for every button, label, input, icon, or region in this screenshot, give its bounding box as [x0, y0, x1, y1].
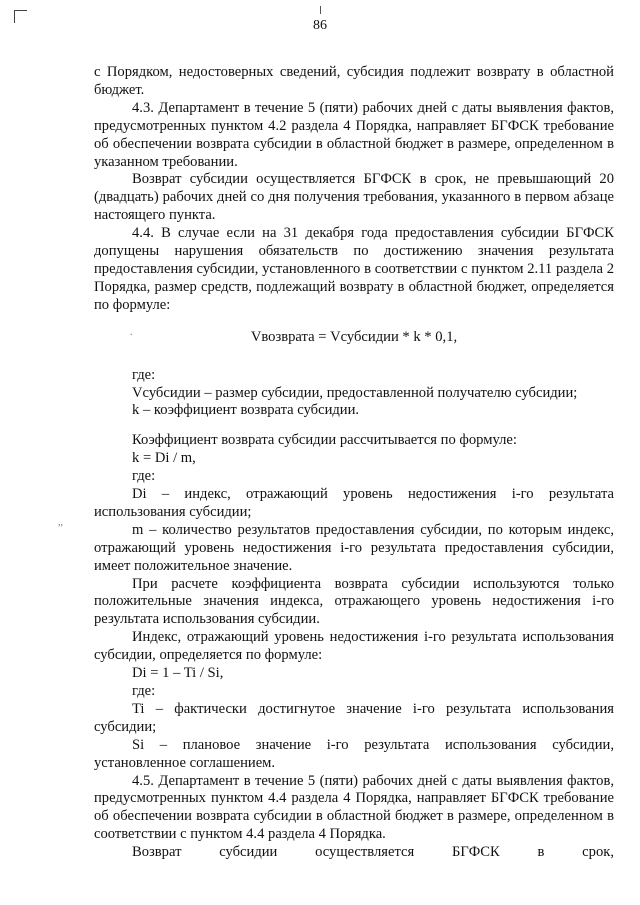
definition-si: Si – плановое значение i-го результата использования субсидии, установленное соглашением. [94, 736, 614, 771]
paragraph-index-intro: Индекс, отражающий уровень недостижения i-го результата использования субсидии, определяется по формуле: [94, 629, 614, 664]
paragraph-continuation: с Порядком, недостоверных сведений, субсидия подлежит возврату в областной бюджет. [94, 64, 614, 98]
paragraph-refund-term-2: Возврат субсидии осуществляется БГФСК в срок, [132, 844, 614, 861]
definition-ti: Ti – фактически достигнутое значение i-го результата использования субсидии; [94, 700, 614, 735]
definition-m: m – количество результатов предоставления субсидии, по которым индекс, отражающий уровень недостижения i-го результата предоставления субсидии, имеет положительное значение. [94, 521, 614, 574]
where-label-2: где: [132, 468, 156, 485]
scan-tick-mark [320, 6, 321, 14]
where-label: где: [132, 366, 156, 383]
paragraph-4-3: 4.3. Департамент в течение 5 (пяти) рабочих дней с даты выявления фактов, предусмотренных пунктом 4.2 раздела 4 Порядка, направляет БГФСК требование об обеспечении возврата субсидии в областной бюджет в размере, определенном в указанном требовании. [94, 99, 614, 170]
document-body [94, 64, 614, 862]
formula-di: Di = 1 – Ti / Si, [132, 665, 224, 682]
formula-k: k = Di / m, [132, 450, 196, 467]
paragraph-4-5: 4.5. Департамент в течение 5 (пяти) рабочих дней с даты выявления фактов, предусмотренных пунктом 4.4 раздела 4 Порядка, направляет БГФСК требование об обеспечении возврата субсидии в областной бюджет в размере, определенном в соответствии с пунктом 4.4 раздела 4 Порядка. [94, 772, 614, 843]
paragraph-refund-term: Возврат субсидии осуществляется БГФСК в срок, не превышающий 20 (двадцать) рабочих дней со дня получения требования, указанного в первом абзаце настоящего пункта. [94, 171, 614, 224]
paragraph-4-4: 4.4. В случае если на 31 декабря года предоставления субсидии БГФСК допущены нарушения обязательств по достижению значения результата предоставления субсидии, установленного в соответствии с пунктом 2.11 раздела 2 Порядка, размер средств, подлежащий возврату в областной бюджет, определяется по формуле: [94, 225, 614, 313]
definition-di: Di – индекс, отражающий уровень недостижения i-го результата использования субсидии; [94, 486, 614, 520]
definition-k: k – коэффициент возврата субсидии. [132, 402, 360, 419]
scan-dot: . [130, 327, 133, 338]
paragraph-coefficient-intro: Коэффициент возврата субсидии рассчитывается по формуле: [132, 432, 517, 449]
paragraph-positive-values: При расчете коэффициента возврата субсидии используются только положительные значения индекса, отражающего уровень недостижения i-го результата использования субсидии. [94, 575, 614, 628]
where-label-3: где: [132, 683, 156, 699]
scan-mark: ,, [58, 517, 63, 528]
definition-v-subsidy: Vсубсидии – размер субсидии, предоставленной получателю субсидии; [132, 384, 578, 401]
formula-refund: Vвозврата = Vсубсидии * k * 0,1, [250, 328, 458, 345]
page-number: 86 [313, 18, 327, 33]
